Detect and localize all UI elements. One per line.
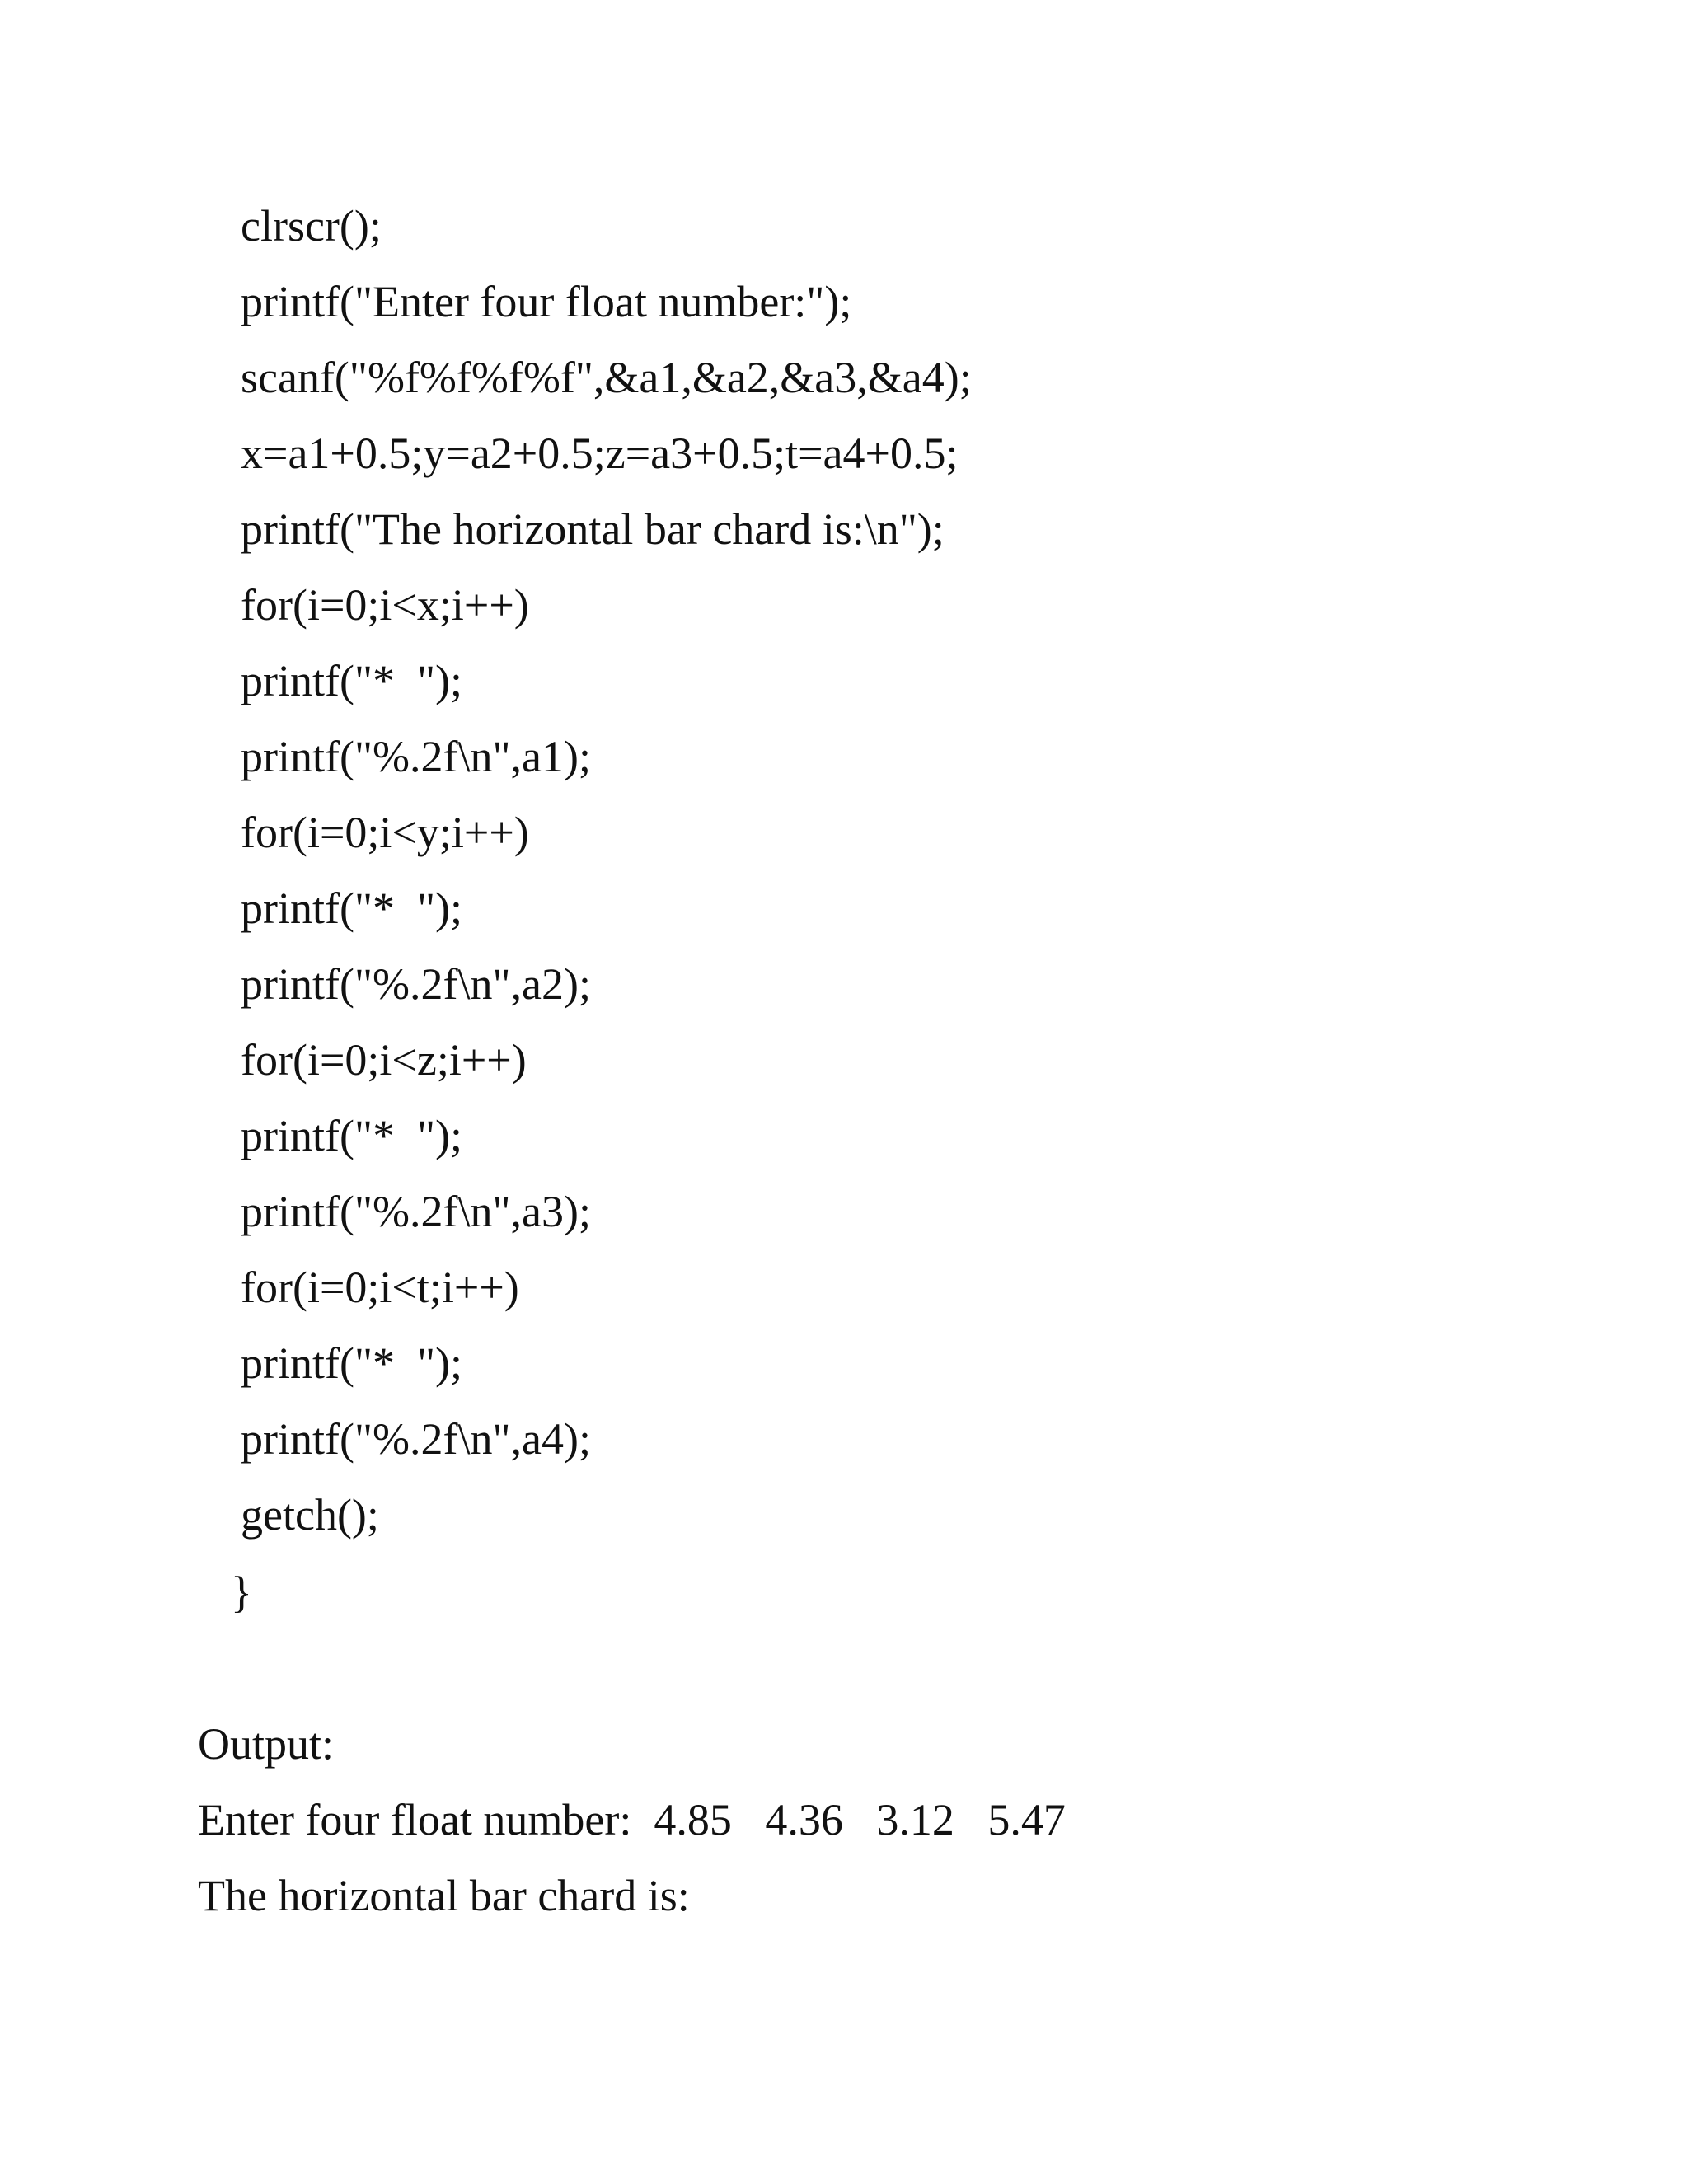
output-section xyxy=(198,1706,1066,1933)
output-heading: Output: xyxy=(198,1719,335,1769)
closing-brace: } xyxy=(231,1568,252,1617)
code-line: scanf("%f%f%f%f",&a1,&a2,&a3,&a4); xyxy=(241,353,972,402)
output-chart-line: The horizontal bar chard is: xyxy=(198,1871,690,1920)
code-line: for(i=0;i<t;i++) xyxy=(241,1263,519,1312)
code-line: printf("* "); xyxy=(241,1338,463,1388)
output-prompt-line: Enter four float number: 4.85 4.36 3.12 5.47 xyxy=(198,1795,1066,1844)
code-line: printf("* "); xyxy=(241,656,463,705)
code-line: printf("%.2f\n",a4); xyxy=(241,1414,591,1464)
code-line: printf("* "); xyxy=(241,1111,463,1160)
code-line: printf("The horizontal bar chard is:\n"); xyxy=(241,504,945,554)
code-line: printf("%.2f\n",a3); xyxy=(241,1187,591,1236)
code-line: getch(); xyxy=(241,1490,379,1540)
code-line: printf("* "); xyxy=(241,883,463,933)
code-line: for(i=0;i<z;i++) xyxy=(241,1035,527,1085)
code-listing xyxy=(241,188,972,1553)
code-line: x=a1+0.5;y=a2+0.5;z=a3+0.5;t=a4+0.5; xyxy=(241,429,959,478)
code-line: clrscr(); xyxy=(241,201,382,251)
code-line: printf("%.2f\n",a1); xyxy=(241,732,591,781)
code-line: for(i=0;i<y;i++) xyxy=(241,808,529,857)
code-line: printf("%.2f\n",a2); xyxy=(241,959,591,1009)
code-line: printf("Enter four float number:"); xyxy=(241,277,852,326)
code-line: for(i=0;i<x;i++) xyxy=(241,580,529,630)
